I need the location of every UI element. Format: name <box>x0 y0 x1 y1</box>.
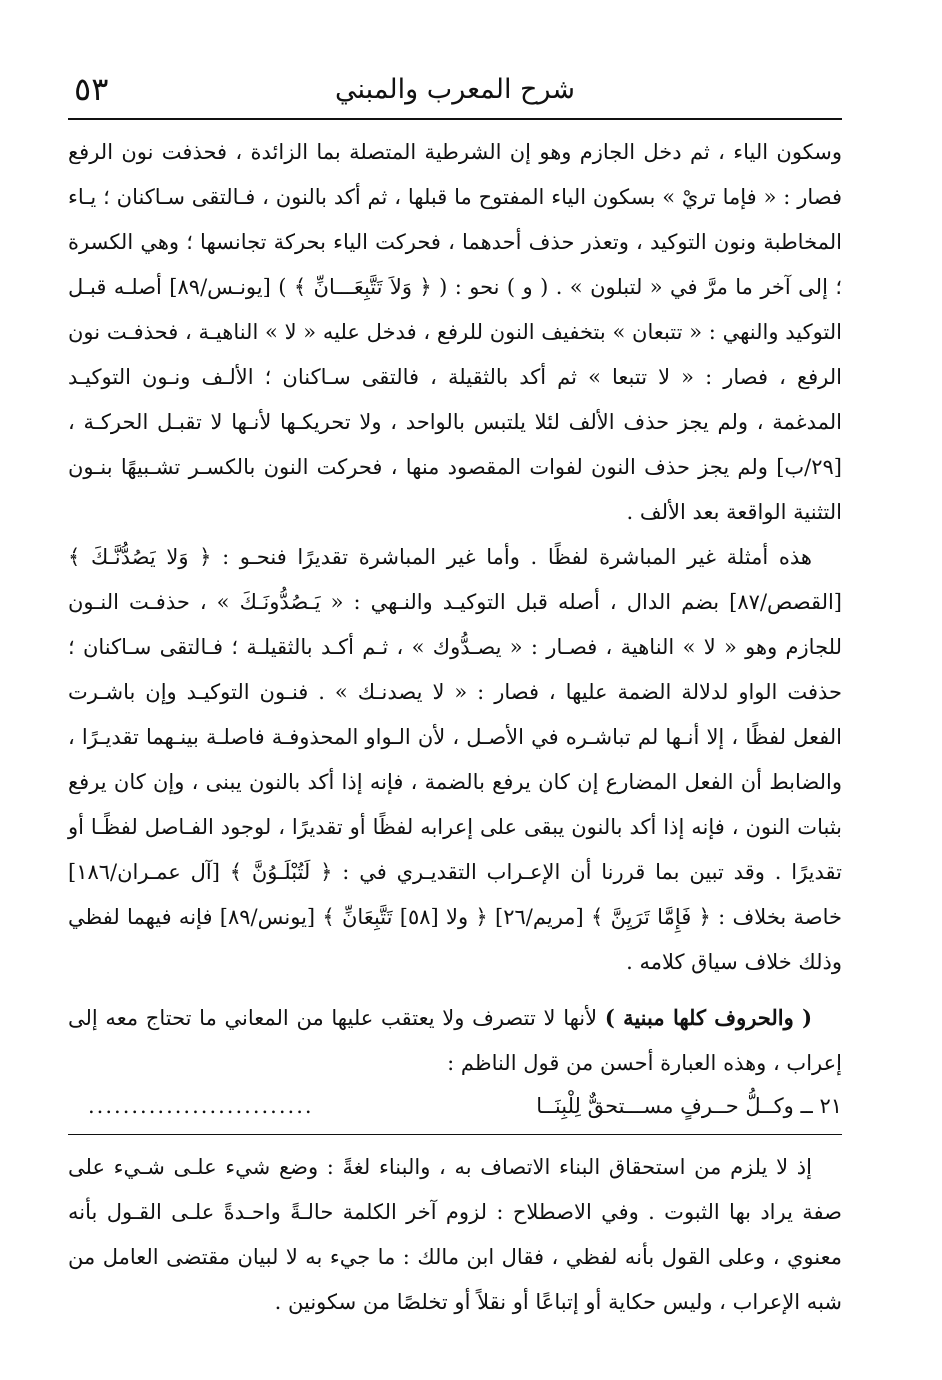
running-title: شرح المعرب والمبني <box>335 74 575 105</box>
section-heading: ( والحروف كلها مبنية ) <box>604 1005 813 1030</box>
verse-separator <box>68 1134 842 1135</box>
paragraph-final: إذ لا يلزم من استحقاق البناء الاتصاف به ، والبناء لغةً : وضع شيء علـى شـيء على صفة يراد بها الثبوت . وفي الاصطلاح : لزوم آخر الكلمة حالـةً واحـدةً علـى القـول بأنه معنوي ، وعلى القول بأنه لفظي ، فقال ابن مالك : ما جيء به لا لبيان مقتضى العامل من شبه الإعراب ، وليس حكاية أو إتباعًا أو نقلاً أو تخلصًا من سكونين . <box>68 1155 842 1314</box>
header-rule <box>68 118 842 120</box>
verse-dots: .......................... <box>88 1094 314 1118</box>
section-paragraph <box>68 995 842 1086</box>
paragraph-1: وسكون الياء ، ثم دخل الجازم وهو إن الشرطية المتصلة بما الزائدة ، فحذفت نون الرفع فصار : « فإما تريْ » بسكون الياء المفتوح ما قبلها ، ثم أكد بالنون ، فـالتقى سـاكنان ؛ يـاء المخاطبة ونون التوكيد ، وتعذر حذف أحدهما ، فحركت الياء بحركة تجانسها ؛ وهي الكسرة ؛ إلى آخر ما مرَّ في « لتبلون » . ( و ) نحو : ( ﴿ وَلاَ تَتَّبِعَـــانِّ ﴾ ) [يونـس/٨٩] أصلـه قبـل التوكيد والنهي : « تتبعان » بتخفيف النون للرفع ، فدخل عليه « لا » الناهيـة ، فحذفـت نون الرفع ، فصار : « لا تتبعا » ثم أكد بالثقيلة ، فالتقى سـاكنان ؛ الألـف ونـون التوكيـد المدغمة ، ولم يجز حذف الألف لئلا يلتبس بالواحد ، ولا تحريكـها لأنـها لا تقبـل الحركـة ، [٢٩/ب] ولم يجز حذف النون لفوات المقصود منها ، فحركت النون بالكسـر تشـبيهًا بنـون التثنية الواقعة بعد الألف . <box>68 140 842 524</box>
verse-line <box>68 1086 842 1126</box>
body-text <box>68 130 842 1325</box>
paragraph-2: هذه أمثلة غير المباشرة لفظًا . وأما غير المباشرة تقديرًا فنحـو : ﴿ وَلا يَصُدُّنَّـكَ ﴾ [القصص/٨٧] بضم الدال ، أصله قبل التوكيـد والنـهي : « يَـصُدُّونَـكَ » ، حذفـت النـون للجازم وهو « لا » الناهية ، فصـار : « يصـدُّوك » ، ثـم أكـد بالثقيلـة ؛ فـالتقى سـاكنان ؛ حذفت الواو لدلالة الضمة عليها ، فصار : « لا يصدنـك » . فنـون التوكيـد وإن باشـرت الفعل لفظًا ، إلا أنـها لم تباشـره في الأصـل ، لأن الـواو المحذوفـة فاصلـة بينـهما تقديـرًا ، والضابط أن الفعل المضارع إن كان يرفع بالضمة ، فإنه إذا أكد بالنون يبنى ، وإن كان يرفع بثبات النون ، فإنه إذا أكد بالنون يبقى على إعرابه لفظًا أو تقديرًا ، لوجود الفـاصل لفظًـا أو تقديرًا . وقد تبين بما قررنا أن الإعـراب التقديـري في : ﴿ لَتُبْلَـوُنَّ ﴾ [آل عمـران/١٨٦] خاصة بخلاف : ﴿ فَإِمَّا تَرَيِنَّ ﴾ [مريم/٢٦] ﴿ ولا [٥٨] تَتَّبِعَانِّ ﴾ [يونس/٨٩] فإنه فيهما لفظي وذلك خلاف سياق كلامه . <box>68 545 842 974</box>
verse-text: ٢١ ــ وكــلُّ حــرفٍ مســـتحقٌّ لِلْبِنَــا <box>536 1094 842 1118</box>
page-header <box>68 70 842 116</box>
page-number: ٥٣ <box>74 70 109 108</box>
section-continuation: لأنها لا تتصرف ولا يعتقب عليها من المعاني ما تحتاج معه إلى إعراب ، وهذه العبارة أحسن من قول الناظم : <box>68 1006 842 1075</box>
